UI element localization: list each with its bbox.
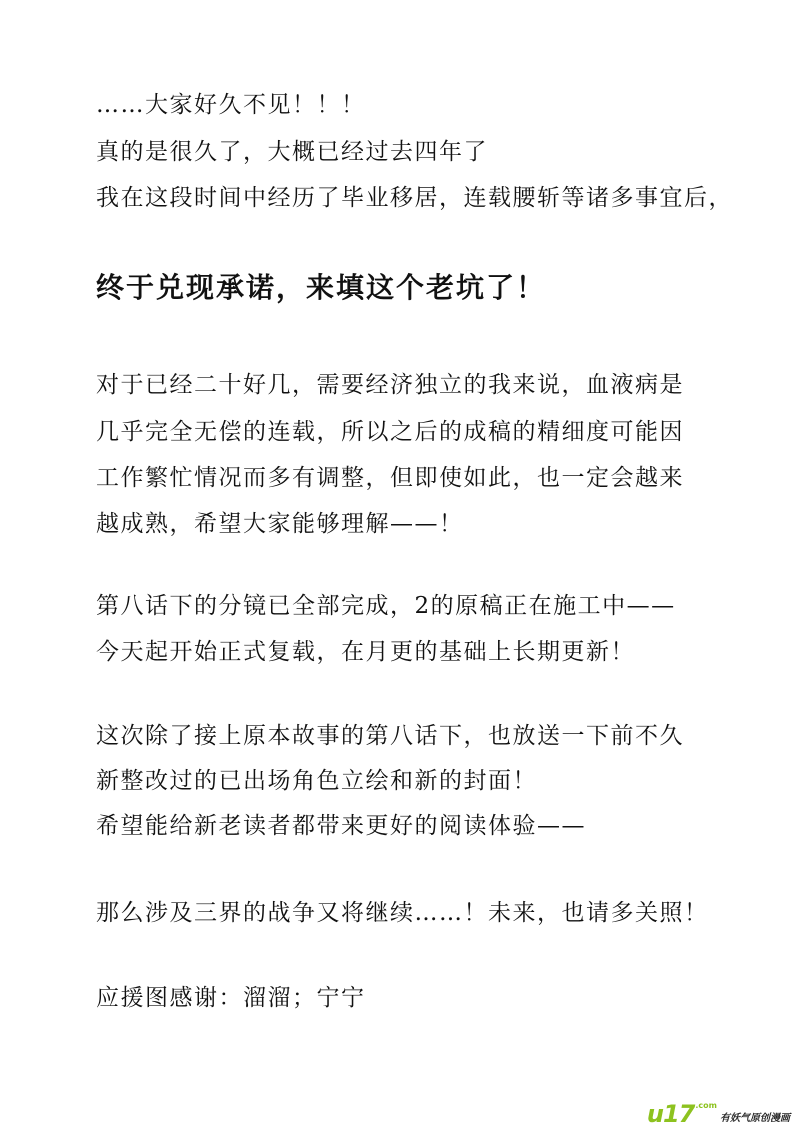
paragraph-3-line-2: 今天起开始正式复载，在月更的基础上长期更新！ bbox=[96, 639, 635, 665]
thanks-line: 应援图感谢：溜溜；宁宁 bbox=[96, 985, 366, 1011]
u17-watermark-logo bbox=[647, 1100, 790, 1126]
logo-mark: u17 bbox=[646, 1100, 695, 1128]
paragraph-4-line-2: 新整改过的已出场角色立绘和新的封面！ bbox=[96, 768, 537, 794]
paragraph-5-line-1: 那么涉及三界的战争又将继续……！未来，也请多关照！ bbox=[96, 900, 709, 926]
time-passed-line: 真的是很久了，大概已经过去四年了 bbox=[96, 139, 488, 165]
headline-promise: 终于兑现承诺，来填这个老坑了！ bbox=[96, 271, 547, 304]
paragraph-4-line-1: 这次除了接上原本故事的第八话下，也放送一下前不久 bbox=[96, 723, 684, 749]
logo-slogan: 有妖气原创漫画 bbox=[720, 1113, 790, 1124]
paragraph-2-line-1: 对于已经二十好几，需要经济独立的我来说，血液病是 bbox=[96, 372, 684, 398]
paragraph-4-line-3: 希望能给新老读者都带来更好的阅读体验—— bbox=[96, 813, 586, 839]
greeting-line: ……大家好久不见！！！ bbox=[96, 92, 366, 118]
logo-domain: .com bbox=[695, 1101, 717, 1110]
paragraph-2-line-4: 越成熟，希望大家能够理解——！ bbox=[96, 511, 464, 537]
events-line: 我在这段时间中经历了毕业移居，连载腰斩等诸多事宜后， bbox=[96, 185, 733, 211]
paragraph-2-line-2: 几乎完全无偿的连载，所以之后的成稿的精细度可能因 bbox=[96, 419, 684, 445]
paragraph-3-line-1: 第八话下的分镜已全部完成，2的原稿正在施工中—— bbox=[96, 593, 676, 619]
paragraph-2-line-3: 工作繁忙情况而多有调整，但即使如此，也一定会越来 bbox=[96, 465, 684, 491]
